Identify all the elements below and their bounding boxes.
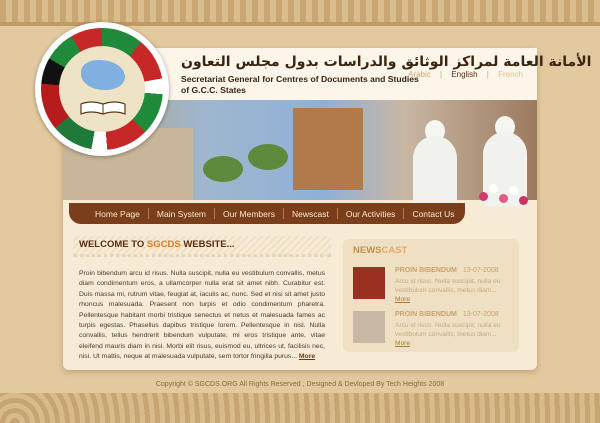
open-book-icon bbox=[79, 100, 127, 116]
footer-copyright: Copyright © SGCDS.ORG All Rights Reserved , Designed & Devloped By Tech Heights 2008 bbox=[155, 381, 445, 388]
news-date: 13-07-2008 bbox=[462, 311, 499, 318]
welcome-suffix: WEBSITE... bbox=[180, 239, 235, 250]
welcome-body-text: Proin bibendum arcu id risus. Nulla suscipit, nulla eu vestibulum convallis, metus diam condimentum eros, a ullamcorper nulla erat sit amet nibh. Curabitur est. Duis massa mi, rutrum vitae, feugiat at, iaculis ac, nunc. Sed et nisi sit amet justo rhoncus malesuada. Praesent non turpis et odio condimentum pharetra. Pellentesque habitant morbi tristique senectus et netus et malesuada fames ac turpis egestas. Phasellus dapibus tristique lorem. Pellentesque in nisl. Nulla convallis, tellus hendrerit bibendum vulputate, mi eros tristique ante, vitae eleifend mauris diam in nisl. Morbi elit risus, euismod eu, ultrices ut, facilisis nec, nisi. Ut mattis, neque at malesuada vulputate, sem tortor fringilla purus... bbox=[79, 270, 325, 361]
nav-our-activities[interactable]: Our Activities bbox=[345, 208, 396, 219]
lang-french-link[interactable]: French bbox=[498, 70, 523, 79]
logo-center bbox=[59, 46, 145, 132]
news-headline-text: PROIN BIBENDUM bbox=[395, 267, 457, 274]
newscast-panel bbox=[343, 239, 519, 352]
news-item bbox=[353, 311, 513, 351]
newscast-heading bbox=[353, 245, 407, 256]
lang-divider: | bbox=[439, 70, 443, 79]
nav-our-members[interactable]: Our Members bbox=[223, 208, 275, 219]
lang-english-link[interactable]: English bbox=[451, 70, 478, 79]
news-item bbox=[353, 267, 513, 307]
flower-bouquet-image bbox=[475, 178, 533, 212]
gcc-logo[interactable] bbox=[35, 22, 169, 156]
language-switcher bbox=[401, 70, 523, 79]
site-title-english bbox=[181, 74, 419, 96]
news-thumbnail[interactable] bbox=[353, 267, 385, 299]
news-summary bbox=[395, 321, 513, 348]
nav-contact-us[interactable]: Contact Us bbox=[412, 208, 455, 219]
nav-newscast[interactable]: Newscast bbox=[291, 208, 329, 219]
news-more-link[interactable]: More bbox=[395, 340, 411, 347]
nav-main-system[interactable]: Main System bbox=[156, 208, 207, 219]
welcome-heading bbox=[73, 236, 331, 257]
logo-map-icon bbox=[81, 60, 125, 90]
lang-arabic-link[interactable]: Arabic bbox=[408, 70, 431, 79]
news-headline[interactable] bbox=[395, 311, 499, 318]
banner-palm-tree bbox=[203, 156, 243, 182]
nav-home-page[interactable]: Home Page bbox=[95, 208, 140, 219]
news-thumbnail[interactable] bbox=[353, 311, 385, 343]
welcome-paragraph bbox=[73, 269, 331, 363]
welcome-highlight: SGCDS bbox=[146, 239, 181, 250]
news-more-link[interactable]: More bbox=[395, 296, 411, 303]
news-headline-text: PROIN BIBENDUM bbox=[395, 311, 457, 318]
welcome-section bbox=[73, 236, 331, 363]
newscast-heading-part2: CAST bbox=[381, 245, 408, 256]
news-summary-text: Arcu id risus. Nulla suscipit, nulla eu vestibulum convallis, metus diam... bbox=[395, 278, 501, 294]
news-summary-text: Arcu id risus. Nulla suscipit, nulla eu vestibulum convallis, metus diam... bbox=[395, 322, 501, 338]
welcome-prefix: WELCOME TO bbox=[79, 239, 147, 250]
news-headline[interactable] bbox=[395, 267, 499, 274]
site-title-english-line2: of G.C.C. States bbox=[181, 85, 246, 95]
welcome-more-link[interactable]: More bbox=[298, 353, 316, 361]
main-nav-bar bbox=[69, 203, 465, 224]
bottom-decorative-border bbox=[0, 393, 600, 423]
news-summary bbox=[395, 277, 513, 304]
site-title-english-line1: Secretariat General for Centres of Documents and Studies bbox=[181, 74, 419, 84]
site-title-arabic: الأمانة العامة لمراكز الوثائق والدراسات بدول مجلس التعاون bbox=[181, 54, 592, 70]
newscast-heading-part1: NEWS bbox=[353, 245, 382, 256]
banner-palm-tree bbox=[248, 144, 288, 170]
banner-person bbox=[413, 136, 457, 210]
news-date: 13-07-2008 bbox=[462, 267, 499, 274]
lang-divider: | bbox=[486, 70, 489, 79]
banner-fort-building bbox=[293, 108, 363, 190]
